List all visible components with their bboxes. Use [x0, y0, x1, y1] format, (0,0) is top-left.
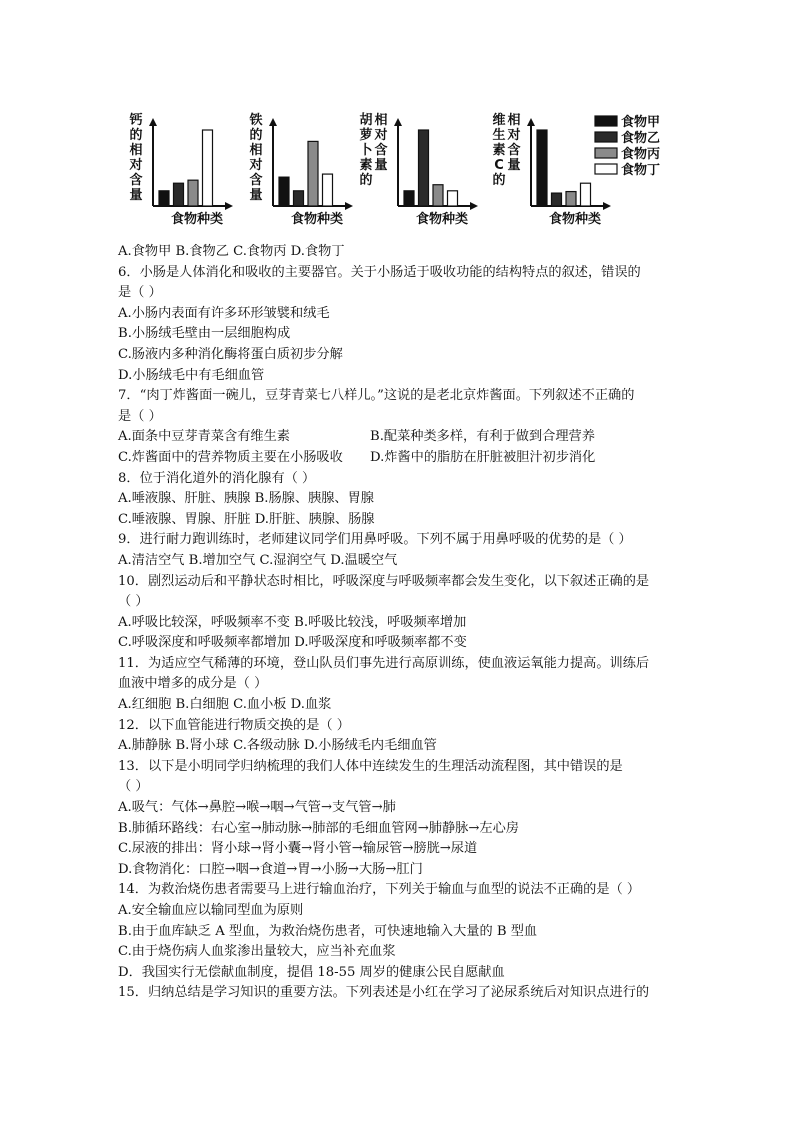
legend-swatch-1 — [595, 116, 617, 126]
q6-option-b: B.小肠绒毛壁由一层细胞构成 — [118, 326, 291, 342]
q7-option-d: D.炸酱中的脂肪在肝脏被胆汁初步消化 — [370, 449, 596, 465]
chart-4-ylabel-char: 量 — [507, 158, 521, 173]
q13-stem-line2: （ ） — [118, 779, 149, 795]
legend-swatch-4 — [595, 164, 617, 174]
q8-stem: 8．位于消化道外的消化腺有（ ） — [118, 470, 316, 486]
chart-3-bar-3 — [433, 185, 443, 206]
q14-option-b: B.由于血库缺乏 A 型血，为救治烧伤患者，可快速地输入大量的 B 型血 — [118, 923, 538, 939]
chart-3-ylabel-char: 的 — [359, 173, 373, 188]
chart-1-ylabel-char: 量 — [129, 188, 143, 203]
chart-2-ylabel-char: 量 — [249, 188, 263, 203]
q12-options: A.肺静脉 B.肾小球 C.各级动脉 D.小肠绒毛内毛细血管 — [118, 738, 437, 754]
chart-2-ylabel-char: 的 — [249, 128, 263, 143]
chart-3-xlabel: 食物种类 — [415, 212, 469, 227]
chart-3-ylabel-char: 含 — [374, 143, 388, 158]
q10-stem-line1: 10．剧烈运动后和平静状态时相比，呼吸深度与呼吸频率都会发生变化，以下叙述正确的是 — [118, 573, 650, 589]
q14-option-c: C.由于烧伤病人血浆渗出量较大，应当补充血浆 — [118, 944, 396, 960]
legend-label-3: 食物丙 — [621, 147, 661, 162]
chart-3-ylabel-char: 对 — [374, 128, 388, 143]
legend-label-4: 食物丁 — [621, 163, 661, 178]
chart-4-ylabel-char: 生 — [492, 128, 506, 143]
chart-1-bar-4 — [203, 130, 213, 206]
chart-4-x-arrow — [603, 202, 611, 210]
charts-svg — [128, 110, 668, 232]
chart-3-bar-1 — [404, 191, 414, 206]
chart-3-x-arrow — [470, 202, 478, 210]
chart-2-bar-3 — [308, 141, 318, 206]
q6-stem-line2: 是（ ） — [118, 285, 162, 301]
q7-options-row1 — [118, 427, 678, 448]
q13-option-a: A.吸气：气体→鼻腔→喉→咽→气管→支气管→肺 — [118, 800, 396, 816]
q15-stem-line1: 15．归纳总结是学习知识的重要方法。下列表述是小红在学习了泌尿系统后对知识点进行的 — [118, 985, 650, 1001]
chart-3-bar-2 — [419, 130, 429, 206]
chart-1-y-arrow — [149, 118, 157, 126]
q13-option-c: C.尿液的排出：肾小球→肾小囊→肾小管→输尿管→膀胱→尿道 — [118, 841, 478, 857]
chart-1-bar-2 — [174, 183, 184, 206]
chart-1-x-arrow — [225, 202, 233, 210]
chart-4-y-arrow — [527, 118, 535, 126]
chart-4-ylabel-char: C — [494, 158, 504, 173]
q10-options-ab: A.呼吸比较深，呼吸频率不变 B.呼吸比较浅，呼吸频率增加 — [118, 614, 467, 630]
q9-stem: 9．进行耐力跑训练时，老师建议同学们用鼻呼吸。下列不属于用鼻呼吸的优势的是（ ） — [118, 532, 632, 548]
q10-stem-line2: （ ） — [118, 594, 149, 610]
q7-option-b: B.配菜种类多样，有利于做到合理营养 — [370, 429, 595, 445]
chart-4-bar-2 — [552, 193, 562, 206]
nutrient-bar-charts — [128, 110, 668, 232]
chart-4-xlabel: 食物种类 — [548, 212, 602, 227]
chart-3-y-arrow — [394, 118, 402, 126]
q13-option-b: B.肺循环路线：右心室→肺动脉→肺部的毛细血管网→肺静脉→左心房 — [118, 820, 519, 836]
question-text — [118, 242, 678, 1004]
chart-1-ylabel-char: 对 — [129, 158, 143, 173]
chart-4-ylabel-char: 对 — [507, 128, 521, 143]
chart-3-ylabel-char: 卜 — [359, 143, 373, 158]
chart-2-bar-4 — [323, 174, 333, 206]
chart-4-ylabel-char: 素 — [492, 143, 506, 158]
q6-option-a: A.小肠内表面有许多环形皱襞和绒毛 — [118, 305, 330, 321]
chart-4-bar-1 — [537, 130, 547, 206]
q11-stem-line1: 11．为适应空气稀薄的环境，登山队员们事先进行高原训练，使血液运氧能力提高。训练后 — [118, 655, 650, 671]
chart-3-ylabel-char: 萝 — [359, 128, 373, 143]
chart-1-ylabel-char: 钙 — [129, 113, 143, 128]
chart-2-y-arrow — [269, 118, 277, 126]
chart-2-ylabel-char: 相 — [249, 143, 263, 158]
chart-1-xlabel: 食物种类 — [170, 212, 224, 227]
chart-4-ylabel-char: 维 — [492, 113, 506, 128]
q14-option-d: D．我国实行无偿献血制度，提倡 18-55 周岁的健康公民自愿献血 — [118, 964, 505, 980]
q14-stem: 14．为救治烧伤患者需要马上进行输血治疗，下列关于输血与血型的说法不正确的是（ ） — [118, 882, 641, 898]
chart-2-x-arrow — [345, 202, 353, 210]
legend-label-1: 食物甲 — [621, 115, 661, 130]
chart-2-ylabel-char: 对 — [249, 158, 263, 173]
chart-3-bar-4 — [448, 191, 458, 206]
q14-option-a: A.安全输血应以输同型血为原则 — [118, 903, 304, 918]
q7-option-c: C.炸酱面中的营养物质主要在小肠吸收 — [118, 449, 343, 465]
chart-3-ylabel-char: 相 — [374, 113, 388, 128]
chart-2-xlabel: 食物种类 — [290, 212, 344, 227]
q7-options-row2 — [118, 448, 678, 469]
q13-stem-line1: 13．以下是小明同学归纳梳理的我们人体中连续发生的生理活动流程图，其中错误的是 — [118, 758, 623, 774]
chart-4-ylabel-char: 相 — [507, 113, 521, 128]
q11-stem-line2: 血液中增多的成分是（ ） — [118, 676, 268, 692]
chart-1-ylabel-char: 含 — [129, 173, 143, 188]
q5-options: A.食物甲 B.食物乙 C.食物丙 D.食物丁 — [118, 244, 345, 259]
chart-1-bar-1 — [159, 191, 169, 206]
legend-swatch-3 — [595, 148, 617, 158]
chart-3-ylabel-char: 胡 — [359, 113, 373, 128]
chart-4-ylabel-char: 的 — [492, 173, 506, 188]
chart-2-ylabel-char: 含 — [249, 173, 263, 188]
chart-2-ylabel-char: 铁 — [249, 113, 263, 128]
q12-stem: 12．以下血管能进行物质交换的是（ ） — [118, 717, 350, 733]
chart-1-ylabel-char: 的 — [129, 128, 143, 143]
chart-2-bar-2 — [294, 191, 304, 206]
q6-option-d: D.小肠绒毛中有毛细血管 — [118, 367, 265, 383]
q13-option-d: D.食物消化：口腔→咽→食道→胃→小肠→大肠→肛门 — [118, 861, 423, 877]
chart-4-bar-4 — [581, 183, 591, 206]
q10-options-cd: C.呼吸深度和呼吸频率都增加 D.呼吸深度和呼吸频率都不变 — [118, 635, 467, 651]
q8-options-cd: C.唾液腺、胃腺、肝脏 D.肝脏、胰腺、肠腺 — [118, 511, 375, 527]
q7-stem-line2: 是（ ） — [118, 408, 162, 424]
chart-2-bar-1 — [279, 177, 289, 206]
chart-3-ylabel-char: 素 — [359, 158, 373, 173]
legend-swatch-2 — [595, 132, 617, 142]
q9-options: A.清洁空气 B.增加空气 C.湿润空气 D.温暖空气 — [118, 552, 398, 568]
chart-4-bar-3 — [566, 192, 576, 206]
q6-option-c: C.肠液内多种消化酶将蛋白质初步分解 — [118, 346, 343, 362]
chart-4-ylabel-char: 含 — [507, 143, 521, 158]
q6-stem-line1: 6．小肠是人体消化和吸收的主要器官。关于小肠适于吸收功能的结构特点的叙述，错误的 — [118, 264, 641, 280]
q7-stem-line1: 7．“肉丁炸酱面一碗儿，豆芽青菜七八样儿。”这说的是老北京炸酱面。下列叙述不正确的 — [118, 388, 635, 404]
chart-1-bar-3 — [188, 180, 198, 206]
q11-options: A.红细胞 B.白细胞 C.血小板 D.血浆 — [118, 697, 332, 713]
q7-option-a: A.面条中豆芽青菜含有维生素 — [118, 429, 290, 445]
q8-options-ab: A.唾液腺、肝脏、胰腺 B.肠腺、胰腺、胃腺 — [118, 491, 374, 507]
legend-label-2: 食物乙 — [621, 131, 661, 146]
chart-1-ylabel-char: 相 — [129, 143, 143, 158]
chart-3-ylabel-char: 量 — [374, 158, 388, 173]
